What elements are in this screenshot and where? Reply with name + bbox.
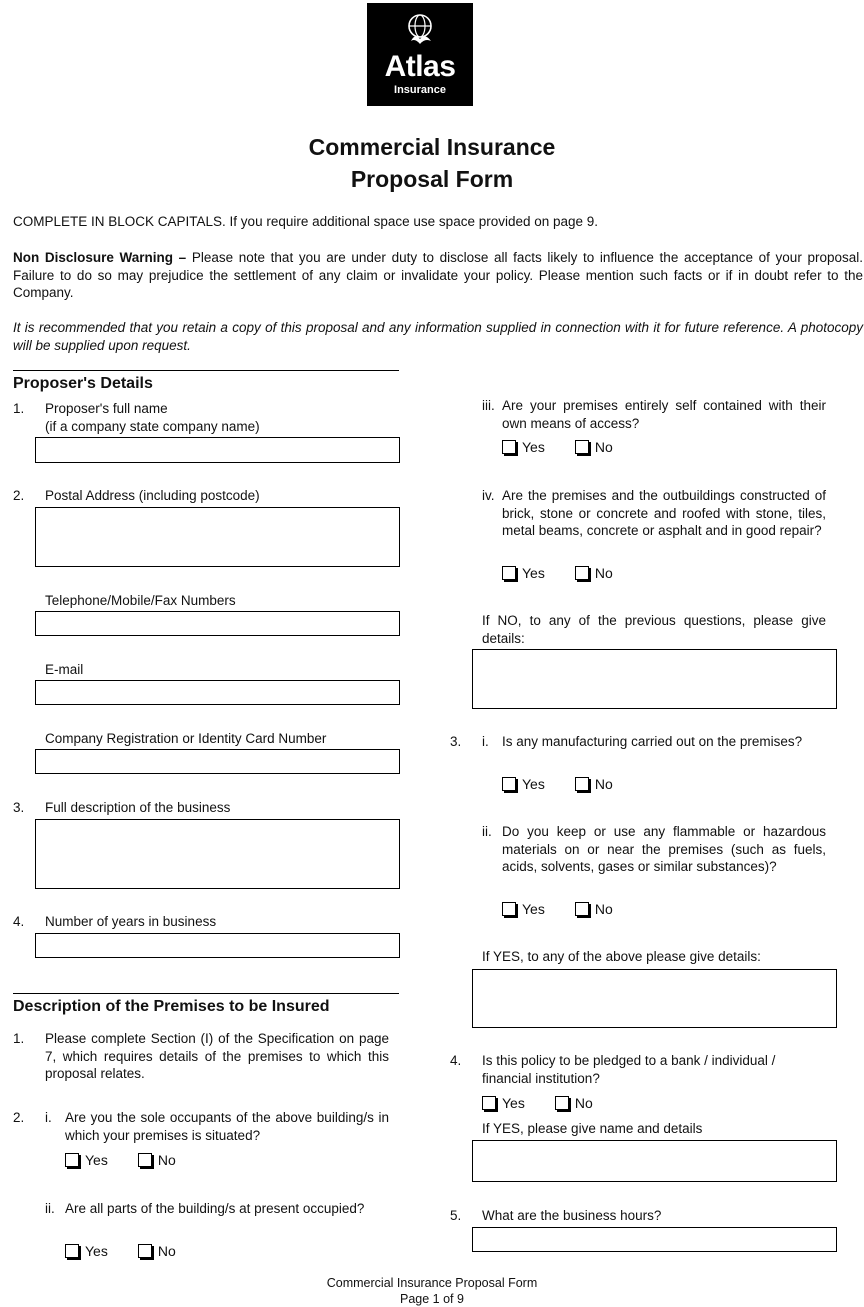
yes-label: Yes bbox=[522, 565, 545, 581]
yes-label: Yes bbox=[522, 901, 545, 917]
no-label: No bbox=[594, 901, 613, 917]
manufacturing-question: Is any manufacturing carried out on the premises? bbox=[502, 734, 803, 749]
yes-label: Yes bbox=[522, 776, 545, 792]
premises-q4-number: 4. bbox=[450, 1053, 462, 1068]
logo-subtitle: Insurance bbox=[394, 84, 446, 96]
registration-field[interactable] bbox=[35, 749, 400, 774]
premises-q5-number: 5. bbox=[450, 1208, 462, 1223]
registration-label: Company Registration or Identity Card Number bbox=[45, 731, 327, 746]
manufacturing-options bbox=[502, 776, 613, 792]
premises-q2ii-number: ii. bbox=[45, 1201, 55, 1216]
footer-title: Commercial Insurance Proposal Form bbox=[326, 1276, 538, 1290]
no-label: No bbox=[594, 776, 613, 792]
warning-text: Please note that you are under duty to disclose all facts likely to influence the acceptance of your proposal. Failure to do so may prejudice the settlement of any claim or invalidate your policy. Please mention such facts or if in doubt refer to the Company. bbox=[13, 250, 863, 300]
no-label: No bbox=[574, 1095, 593, 1111]
pledged-details-label: If YES, please give name and details bbox=[482, 1121, 703, 1136]
if-yes-details-label: If YES, to any of the above please give details: bbox=[482, 949, 761, 964]
intro-text: COMPLETE IN BLOCK CAPITALS. If you require additional space use space provided on page 9. bbox=[13, 214, 599, 229]
globe-figure-icon bbox=[405, 11, 435, 53]
business-description-label: Full description of the business bbox=[45, 800, 231, 815]
premises-q1-number: 1. bbox=[13, 1031, 25, 1046]
section-divider bbox=[13, 370, 399, 371]
business-description-field[interactable] bbox=[35, 819, 400, 889]
recommend-text: It is recommended that you retain a copy of this proposal and any information supplied in connection with it for future reference. A photocopy will be supplied upon request. bbox=[13, 320, 863, 353]
email-label: E-mail bbox=[45, 662, 84, 677]
yes-label: Yes bbox=[85, 1243, 108, 1259]
business-hours-field[interactable] bbox=[472, 1227, 837, 1252]
pledged-no-checkbox[interactable] bbox=[555, 1096, 569, 1110]
hazardous-materials-question: Do you keep or use any flammable or hazardous materials on or near the premises (such as fuels, acids, solvents, gases or similar substances)? bbox=[502, 824, 826, 874]
premises-heading: Description of the Premises to be Insured bbox=[13, 998, 330, 1015]
yes-label: Yes bbox=[502, 1095, 525, 1111]
construction-yes-checkbox[interactable] bbox=[502, 566, 516, 580]
form-title-line1: Commercial Insurance bbox=[308, 134, 556, 160]
warning-label: Non Disclosure Warning – bbox=[13, 250, 187, 265]
logo-name: Atlas bbox=[384, 50, 456, 83]
manufacturing-no-checkbox[interactable] bbox=[575, 777, 589, 791]
occupied-options bbox=[65, 1243, 176, 1259]
hazardous-no-checkbox[interactable] bbox=[575, 902, 589, 916]
occupied-yes-checkbox[interactable] bbox=[65, 1244, 79, 1258]
self-contained-question: Are your premises entirely self contained with their own means of access? bbox=[502, 398, 826, 431]
pledged-options bbox=[482, 1095, 593, 1111]
non-disclosure-warning bbox=[13, 249, 863, 302]
if-no-details-field[interactable] bbox=[472, 649, 837, 709]
premises-q3ii-number: ii. bbox=[482, 824, 492, 839]
full-name-label: Proposer's full name bbox=[45, 401, 168, 416]
sole-occupants-yes-checkbox[interactable] bbox=[65, 1153, 79, 1167]
email-field[interactable] bbox=[35, 680, 400, 705]
page-number: Page 1 of 9 bbox=[400, 1292, 464, 1306]
phone-field[interactable] bbox=[35, 611, 400, 636]
no-label: No bbox=[157, 1243, 176, 1259]
pledged-details-field[interactable] bbox=[472, 1140, 837, 1182]
no-label: No bbox=[157, 1152, 176, 1168]
proposer-heading: Proposer's Details bbox=[13, 375, 153, 392]
q3-number: 3. bbox=[13, 800, 25, 815]
yes-label: Yes bbox=[522, 439, 545, 455]
q4-number: 4. bbox=[13, 914, 25, 929]
premises-q3-number: 3. bbox=[450, 734, 462, 749]
no-label: No bbox=[594, 565, 613, 581]
premises-q3i-number: i. bbox=[482, 734, 489, 749]
pledged-question: Is this policy to be pledged to a bank / individual / financial institution? bbox=[482, 1053, 776, 1086]
years-in-business-label: Number of years in business bbox=[45, 914, 217, 929]
if-no-details-label: If NO, to any of the previous questions, please give details: bbox=[482, 613, 826, 646]
section-divider bbox=[13, 993, 399, 994]
occupied-question: Are all parts of the building/s at present occupied? bbox=[65, 1201, 365, 1216]
premises-q2i-number: i. bbox=[45, 1110, 52, 1125]
full-name-hint: (if a company state company name) bbox=[45, 419, 260, 434]
construction-options bbox=[502, 565, 613, 581]
occupied-no-checkbox[interactable] bbox=[138, 1244, 152, 1258]
sole-occupants-question: Are you the sole occupants of the above building/s in which your premises is situated? bbox=[65, 1110, 389, 1143]
self-contained-options bbox=[502, 439, 613, 455]
construction-question: Are the premises and the outbuildings constructed of brick, stone or concrete and roofed with stone, tiles, metal beams, concrete or asphalt and in good repair? bbox=[502, 488, 826, 538]
yes-label: Yes bbox=[85, 1152, 108, 1168]
years-in-business-field[interactable] bbox=[35, 933, 400, 958]
if-yes-details-field[interactable] bbox=[472, 969, 837, 1028]
full-name-field[interactable] bbox=[35, 437, 400, 463]
premises-q2iii-number: iii. bbox=[482, 398, 495, 413]
sole-occupants-options bbox=[65, 1152, 176, 1168]
company-logo bbox=[367, 3, 473, 106]
q1-number: 1. bbox=[13, 401, 25, 416]
self-contained-yes-checkbox[interactable] bbox=[502, 440, 516, 454]
phone-label: Telephone/Mobile/Fax Numbers bbox=[45, 593, 236, 608]
form-title-line2: Proposal Form bbox=[350, 166, 514, 192]
business-hours-question: What are the business hours? bbox=[482, 1208, 662, 1223]
hazardous-yes-checkbox[interactable] bbox=[502, 902, 516, 916]
premises-q2-number: 2. bbox=[13, 1110, 25, 1125]
premises-q2iv-number: iv. bbox=[482, 488, 495, 503]
postal-address-field[interactable] bbox=[35, 507, 400, 567]
pledged-yes-checkbox[interactable] bbox=[482, 1096, 496, 1110]
manufacturing-yes-checkbox[interactable] bbox=[502, 777, 516, 791]
self-contained-no-checkbox[interactable] bbox=[575, 440, 589, 454]
sole-occupants-no-checkbox[interactable] bbox=[138, 1153, 152, 1167]
q2-number: 2. bbox=[13, 488, 25, 503]
no-label: No bbox=[594, 439, 613, 455]
construction-no-checkbox[interactable] bbox=[575, 566, 589, 580]
postal-address-label: Postal Address (including postcode) bbox=[45, 488, 260, 503]
hazardous-materials-options bbox=[502, 901, 613, 917]
premises-q1-text: Please complete Section (I) of the Specification on page 7, which requires details of the premises to which this proposal relates. bbox=[45, 1031, 389, 1081]
